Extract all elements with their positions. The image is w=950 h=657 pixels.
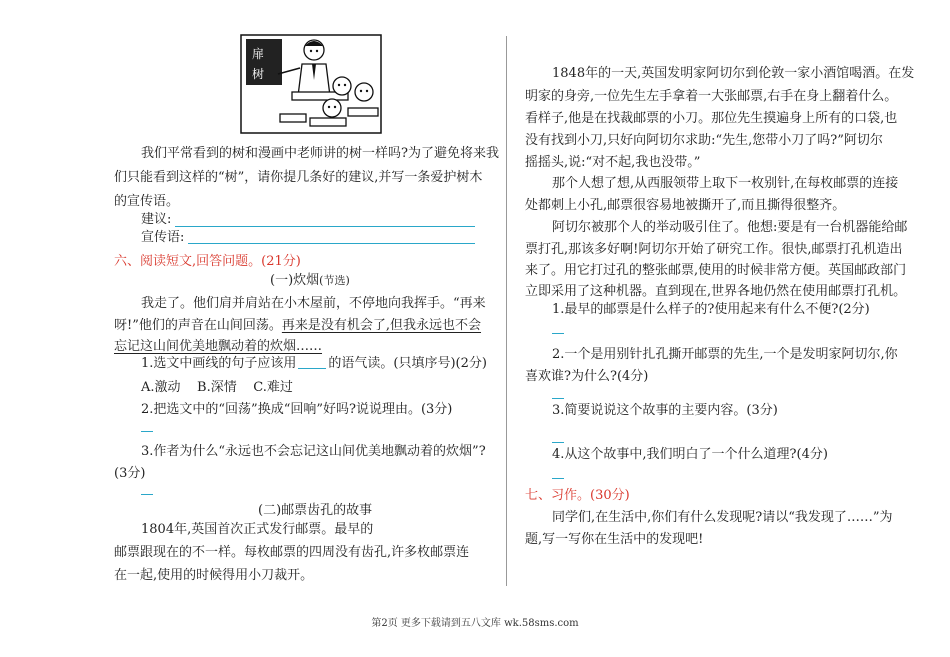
- suggestion-answer-line[interactable]: [175, 226, 475, 227]
- right-line-5: 摇摇头,说:“对不起,我也没带。”: [525, 155, 701, 170]
- question-3-line-1: 3.作者为什么“永远也不会忘记这山间优美地飘动着的炊烟”?: [141, 444, 486, 459]
- passage-2-line-1: 1804年,英国首次正式发行邮票。最早的: [141, 522, 374, 537]
- intro-line-1: 我们平常看到的树和漫画中老师讲的树一样吗?为了避免将来我: [141, 146, 499, 161]
- right-line-6: 那个人想了想,从西服领带上取下一枚别针,在每枚邮票的连接: [552, 176, 899, 191]
- right-line-9: 票打孔,那该多好啊!阿切尔开始了研究工作。很快,邮票打孔机造出: [525, 242, 903, 257]
- cartoon-illustration: [240, 34, 382, 134]
- passage-1-title: (一)炊烟(节选): [270, 273, 350, 288]
- rq2-answer-line[interactable]: [552, 398, 564, 399]
- right-question-3: 3.简要说说这个故事的主要内容。(3分): [552, 403, 778, 418]
- slogan-label: 宣传语:: [141, 230, 185, 245]
- column-divider: [506, 36, 507, 586]
- question-3-line-2: (3分): [114, 466, 146, 481]
- passage-2-line-2: 邮票跟现在的不一样。每枚邮票的四周没有齿孔,许多枚邮票连: [114, 545, 470, 560]
- right-question-2-line-2: 喜欢谁?为什么?(4分): [525, 369, 649, 384]
- section-6-title: 六、阅读短文,回答问题。(21分): [114, 254, 301, 269]
- section-7-title: 七、习作。(30分): [525, 488, 630, 503]
- question-1: 1.选文中画线的句子应该用 的语气读。(只填序号)(2分): [141, 356, 487, 371]
- passage-1-line-2: 呀!”他们的声音在山间回荡。再来是没有机会了,但我永远也不会: [114, 318, 482, 333]
- intro-line-3: 的宣传语。: [114, 194, 180, 209]
- right-line-2: 明家的身旁,一位先生左手拿着一大张邮票,右手在身上翻着什么。: [525, 89, 898, 104]
- passage-2-line-3: 在一起,使用的时候得用小刀裁开。: [114, 568, 314, 583]
- q2-answer-line[interactable]: [141, 431, 153, 432]
- board-char-2: 树: [252, 67, 265, 81]
- right-line-4: 没有找到小刀,只好向阿切尔求助:“先生,您带小刀了吗?”阿切尔: [525, 133, 883, 148]
- right-line-11: 立即采用了这种机器。直到现在,世界各地仍然在使用邮票打孔机。: [525, 284, 907, 299]
- page-footer: 第2页 更多下载请到五八文库 wk.58sms.com: [371, 618, 579, 629]
- right-question-4: 4.从这个故事中,我们明白了一个什么道理?(4分): [552, 447, 828, 462]
- q1-blank[interactable]: [298, 356, 326, 369]
- writing-prompt-line-2: 题,写一写你在生活中的发现吧!: [525, 532, 704, 547]
- passage-1-line-3: 忘记这山间优美地飘动着的炊烟……: [114, 339, 323, 354]
- board-char-1: 扉: [252, 47, 265, 61]
- rq1-answer-line[interactable]: [552, 333, 564, 334]
- underlined-sentence: 再来是没有机会了,但我永远也不会: [281, 318, 482, 333]
- q3-answer-line[interactable]: [141, 494, 153, 495]
- rq4-answer-line[interactable]: [552, 478, 564, 479]
- writing-prompt-line-1: 同学们,在生活中,你们有什么发现呢?请以“我发现了……”为: [552, 510, 893, 525]
- passage-1-note: (节选): [319, 274, 350, 287]
- slogan-answer-line[interactable]: [188, 243, 475, 244]
- passage-2-title: (二)邮票齿孔的故事: [258, 503, 373, 518]
- rq3-answer-line[interactable]: [552, 442, 564, 443]
- right-line-8: 阿切尔被那个人的举动吸引住了。他想:要是有一台机器能给邮: [552, 220, 908, 235]
- right-question-2-line-1: 2.一个是用别针扎孔撕开邮票的先生,一个是发明家阿切尔,你: [552, 347, 898, 362]
- right-line-7: 处都刺上小孔,邮票很容易地被撕开了,而且撕得很整齐。: [525, 198, 846, 213]
- question-2: 2.把选文中的“回荡”换成“回响”好吗?说说理由。(3分): [141, 402, 453, 417]
- right-question-1: 1.最早的邮票是什么样子的?使用起来有什么不便?(2分): [552, 302, 870, 317]
- passage-1-line-1: 我走了。他们肩并肩站在小木屋前，不停地向我挥手。“再来: [141, 296, 486, 311]
- right-line-1: 1848年的一天,英国发明家阿切尔到伦敦一家小酒馆喝酒。在发: [552, 66, 915, 81]
- intro-line-2: 们只能看到这样的“树”，请你提几条好的建议,并写一条爱护树木: [114, 170, 483, 185]
- right-line-10: 来了。用它打过孔的整张邮票,使用的时候非常方便。英国邮政部门: [525, 263, 907, 278]
- suggestion-label: 建议:: [141, 212, 172, 227]
- question-1-options: A.激动 B.深情 C.难过: [141, 380, 293, 395]
- right-line-3: 看样子,他是在找裁邮票的小刀。那位先生摸遍身上所有的口袋,也: [525, 111, 898, 126]
